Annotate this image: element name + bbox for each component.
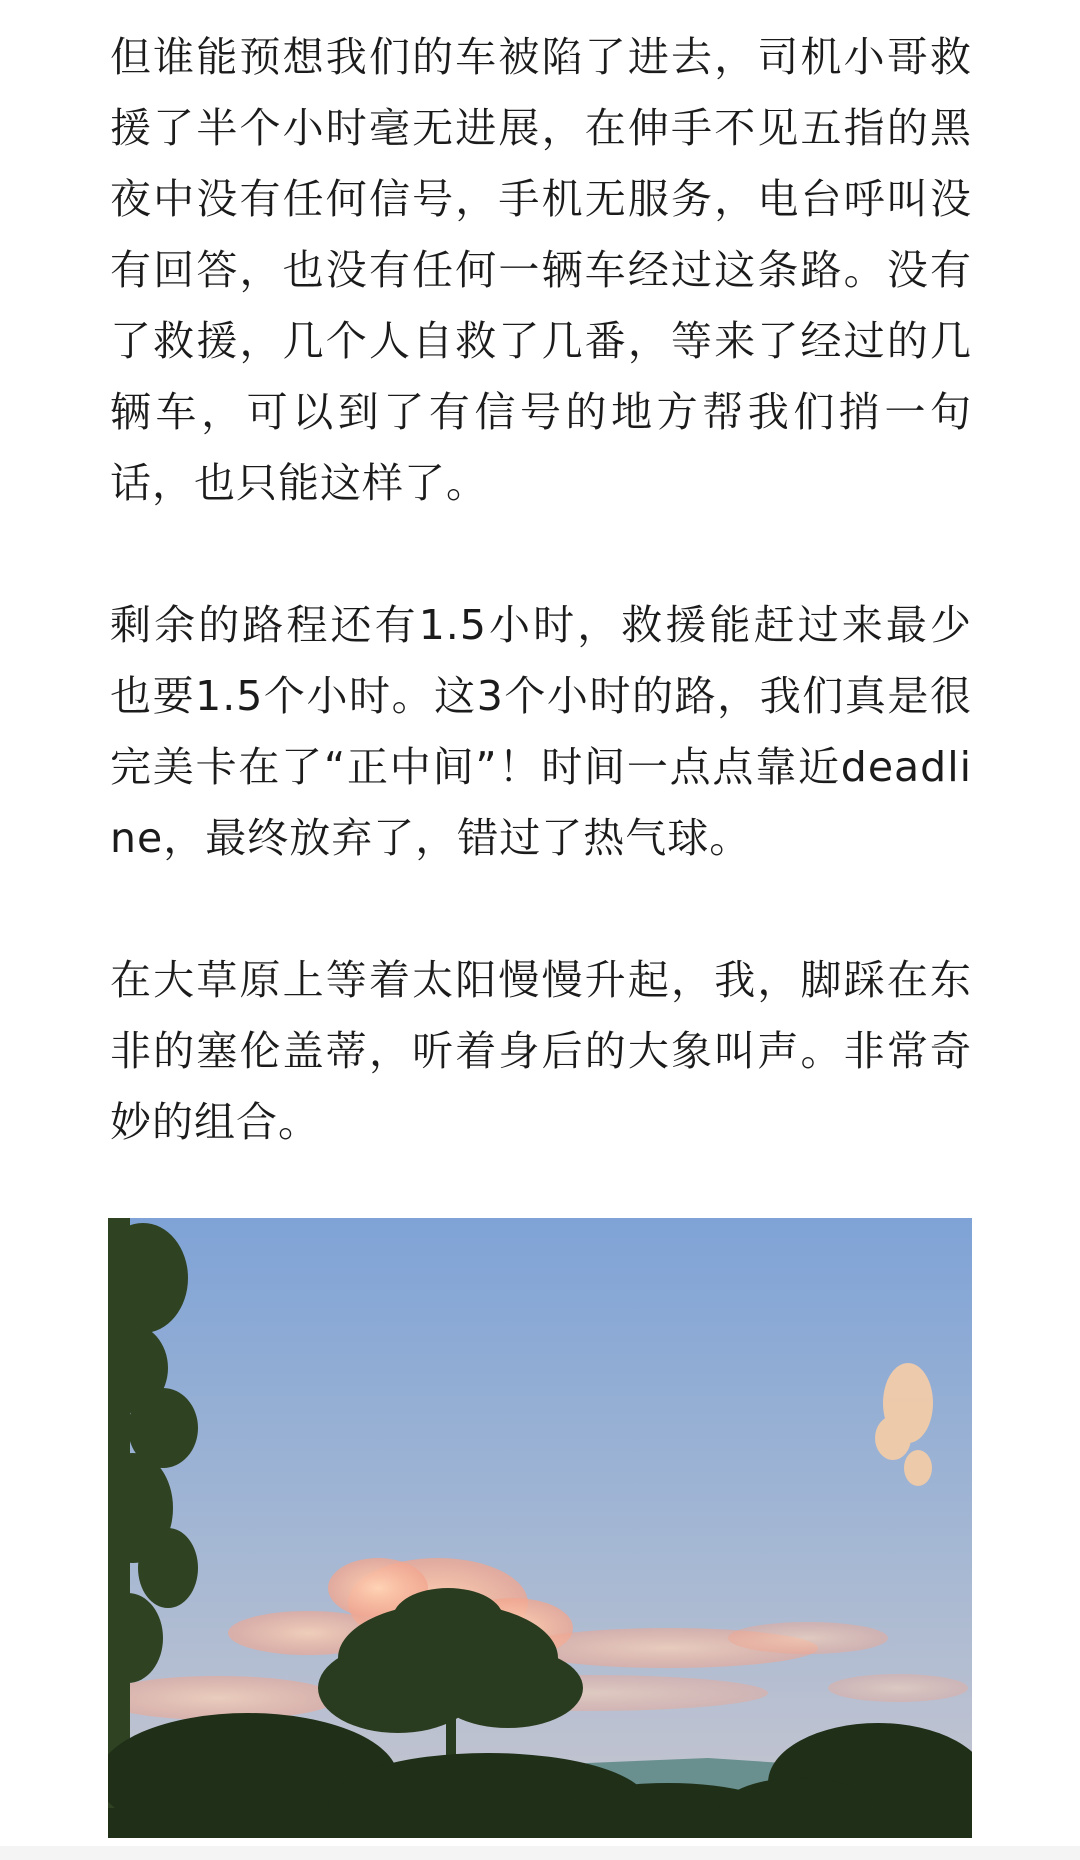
paragraph-gap [110, 519, 972, 590]
sunrise-savanna-photo[interactable] [108, 1218, 972, 1838]
article-paragraph-1: 但谁能预想我们的车被陷了进去，司机小哥救援了半个小时毫无进展，在伸手不见五指的黑夜中没有任何信号，手机无服务，电台呼叫没有回答，也没有任何一辆车经过这条路。没有了救援，几个人自救了几番，等来了经过的几辆车，可以到了有信号的地方帮我们捎一句话，也只能这样了。 [110, 33, 972, 507]
article-paragraph-2: 剩余的路程还有1.5小时，救援能赶过来最少也要1.5个小时。这3个小时的路，我们真是很完美卡在了“正中间”！时间一点点靠近deadline，最终放弃了，错过了热气球。 [110, 601, 972, 862]
paragraph-gap [110, 874, 972, 945]
article-body [110, 22, 972, 1158]
photo-illustration [108, 1218, 972, 1838]
bottom-divider [0, 1846, 1080, 1860]
article-paragraph-3: 在大草原上等着太阳慢慢升起，我，脚踩在东非的塞伦盖蒂，听着身后的大象叫声。非常奇妙的组合。 [110, 956, 972, 1146]
